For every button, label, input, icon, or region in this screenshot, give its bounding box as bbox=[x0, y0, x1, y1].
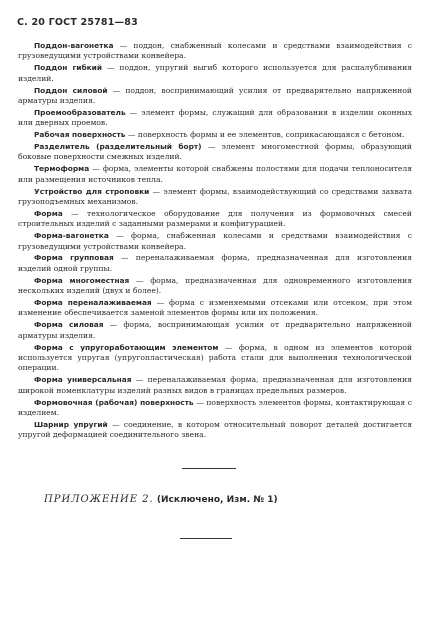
term-definition: — поддон, снабженный колесами и средствами взаимодействия с грузоведущими устройствами конвейера. bbox=[18, 41, 412, 61]
term-definition: — поверхность элементов формы, контактирующая с изделием. bbox=[18, 397, 412, 417]
term-definition: — форма, в одном из элементов которой используется упругая (упругопластическая) работа стали для выполнения технологической операции. bbox=[18, 342, 412, 373]
term-definition: — поверхность формы и ее элементов, соприкасающаяся с бетоном. bbox=[125, 130, 405, 140]
term-entry bbox=[18, 86, 412, 107]
term-name: Поддон-вагонетка bbox=[34, 41, 114, 50]
term-name: Поддон гибкий bbox=[34, 63, 103, 73]
term-name: Форма с упругоработающим элементом bbox=[34, 342, 219, 352]
term-definition: — элемент формы, взаимодействующий со средствами захвата грузоподъемных механизмов. bbox=[18, 186, 412, 206]
term-entry bbox=[18, 187, 412, 208]
term-name: Форма-вагонетка bbox=[34, 231, 109, 241]
term-name: Проемообразователь bbox=[34, 107, 126, 117]
term-name: Разделитель (разделительный борт) bbox=[34, 142, 202, 152]
term-name: Формовочная (рабочая) поверхность bbox=[34, 397, 194, 407]
term-entry bbox=[18, 41, 412, 62]
term-definition: — элемент формы, служащий для образования в изделии оконных или дверных проемов. bbox=[18, 107, 412, 128]
term-name: Устройство для строповки bbox=[34, 186, 150, 196]
section-divider bbox=[180, 538, 232, 539]
term-entry bbox=[18, 298, 412, 319]
term-name: Шарнир упругий bbox=[34, 419, 108, 429]
appendix-title: ПРИЛОЖЕНИЕ 2. bbox=[44, 494, 154, 505]
term-entry bbox=[18, 130, 412, 140]
section-divider bbox=[182, 468, 236, 469]
term-entry bbox=[18, 164, 412, 185]
term-entry bbox=[18, 398, 412, 419]
term-name: Форма универсальная bbox=[34, 375, 132, 385]
term-name: Форма групповая bbox=[34, 253, 114, 263]
term-definition: — переналаживаемая форма, предназначенная для изготовления изделий одной группы. bbox=[18, 253, 412, 273]
term-entry bbox=[18, 253, 412, 274]
term-entry bbox=[18, 276, 412, 297]
term-definition: — элемент многоместной формы, образующий боковые поверхности смежных изделий. bbox=[18, 142, 412, 162]
term-definition: — технологическое оборудование для получения из формовочных смесей строительных изделий с заданными размерами и конфигурацией. bbox=[18, 208, 412, 229]
term-definition: — форма, снабженная колесами и средствами взаимодействия с грузоведущими устройствами конвейера. bbox=[18, 231, 412, 251]
term-name: Форма bbox=[34, 208, 63, 218]
term-name: Форма многоместная bbox=[34, 275, 130, 285]
term-definition: — форма, элементы которой снабжены полостями для подачи теплоносителя или размещения источников тепла. bbox=[18, 164, 412, 184]
term-definition: — поддон, упругий выгиб которого используется для распалубливания изделий. bbox=[18, 63, 413, 83]
term-definition: — поддон, воспринимающий усилия от предварительно напряженной арматуры изделия. bbox=[18, 85, 412, 105]
terms-list bbox=[18, 41, 412, 442]
page-header: С. 20 ГОСТ 25781—83 bbox=[17, 17, 138, 28]
term-entry bbox=[18, 343, 412, 374]
term-entry bbox=[18, 209, 412, 230]
appendix-note: (Исключено, Изм. № 1) bbox=[156, 495, 278, 505]
term-definition: — форма, предназначенная для одновременного изготовления нескольких изделий (двух и более). bbox=[18, 275, 412, 296]
term-definition: — переналаживаемая форма, предназначенная для изготовления широкой номенклатуры изделий разных видов в границах предельных размеров. bbox=[18, 375, 412, 395]
term-entry bbox=[18, 142, 412, 163]
term-entry bbox=[18, 375, 412, 396]
term-entry bbox=[18, 108, 412, 129]
term-entry bbox=[18, 420, 412, 441]
appendix-heading bbox=[44, 494, 278, 505]
term-name: Термоформа bbox=[34, 164, 90, 174]
term-entry bbox=[18, 231, 412, 252]
term-name: Поддон силовой bbox=[34, 85, 108, 95]
term-definition: — форма, воспринимающая усилия от предварительно напряженной арматуры изделия. bbox=[18, 320, 412, 340]
term-definition: — соединение, в котором относительный поворот деталей достигается упругой деформацией соединительного звена. bbox=[18, 419, 412, 440]
term-entry bbox=[18, 320, 412, 341]
term-definition: — форма с изменяемыми отсеками или отсеком, при этом изменение обеспечивается заменой элементов формы или их положения. bbox=[18, 298, 412, 318]
term-name: Форма переналаживаемая bbox=[34, 298, 152, 308]
term-name: Форма силовая bbox=[34, 320, 104, 330]
term-name: Рабочая поверхность bbox=[34, 130, 126, 140]
term-entry bbox=[18, 63, 412, 84]
